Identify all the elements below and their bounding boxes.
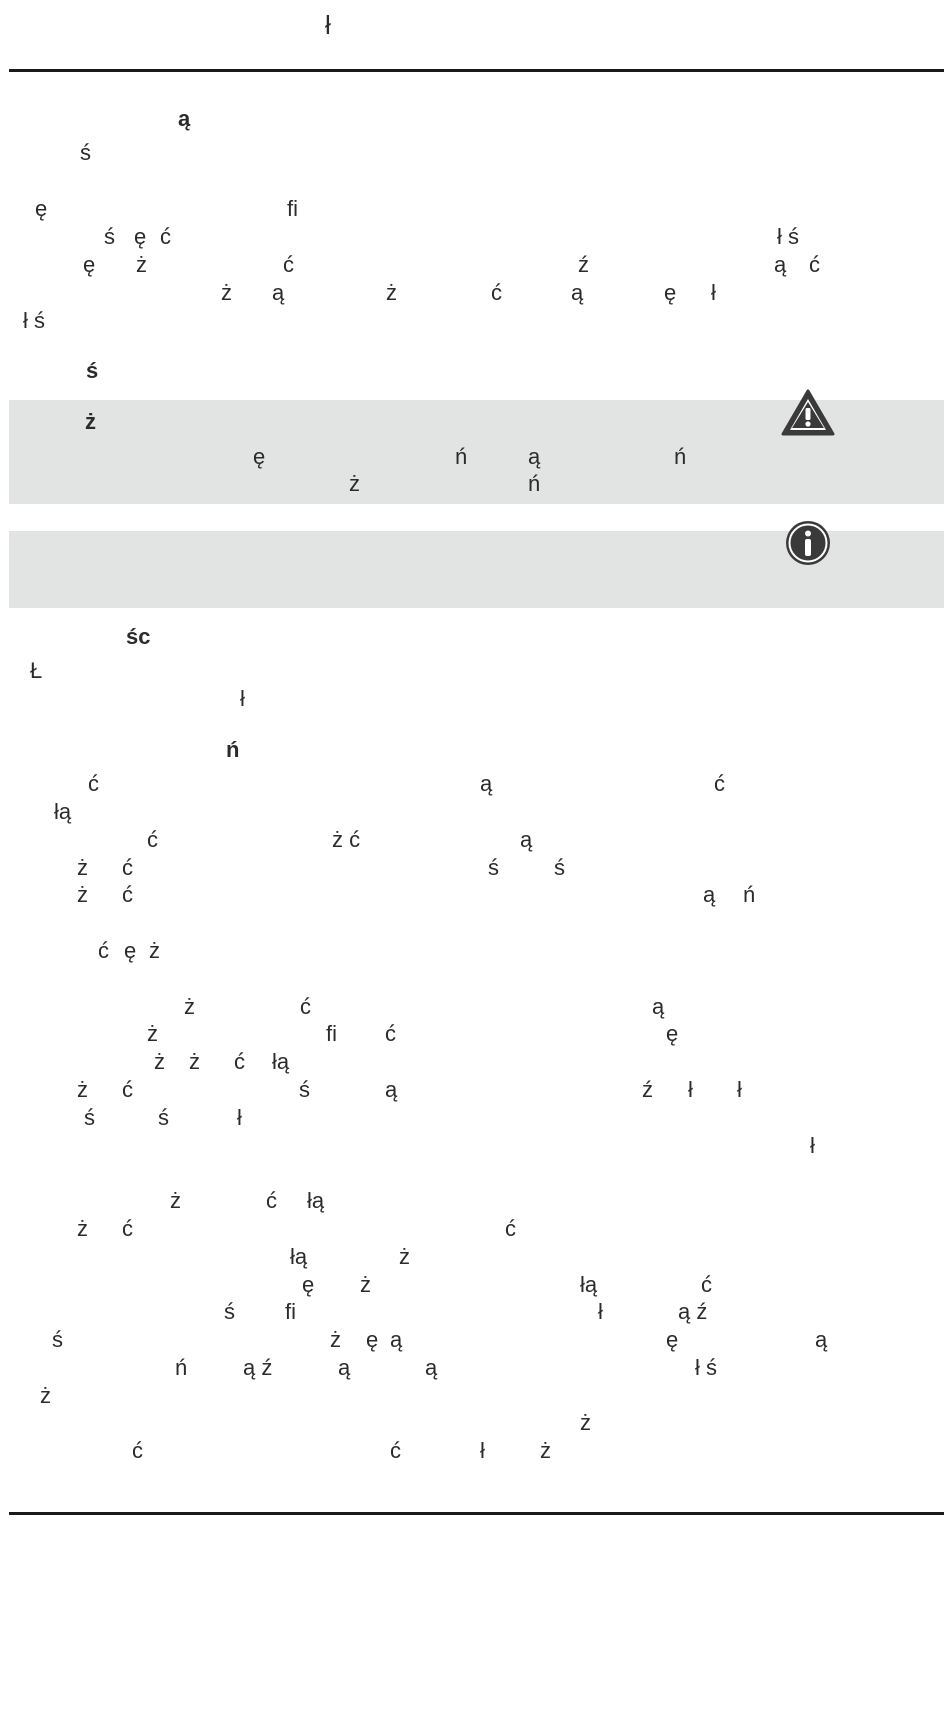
text-glyph: ć [122,882,133,907]
text-glyph: ż [149,938,160,963]
text-glyph: ą ź [678,1299,708,1324]
text-glyph: ż [330,1327,341,1352]
text-glyph: ć [234,1049,245,1074]
text-glyph: ą [272,280,285,305]
text-glyph: ż [360,1272,371,1297]
text-glyph: ﬁ [326,1021,337,1046]
text-glyph: ś [52,1327,63,1352]
text-glyph: ż [189,1049,200,1074]
text-glyph: ą [520,827,533,852]
text-glyph: ą [338,1355,351,1380]
text-glyph: ć [300,994,311,1019]
text-glyph: łą [580,1272,598,1297]
text-glyph: ę [664,280,677,305]
text-glyph: ł [480,1438,485,1463]
text-glyph: ł [737,1077,742,1102]
text-glyph: ł [810,1133,815,1158]
text-glyph: ś [104,224,115,249]
text-glyph: ą [480,771,493,796]
text-glyph: ń [528,471,541,496]
text-glyph: ż [77,882,88,907]
text-glyph: łą [290,1244,308,1269]
text-glyph: ę [302,1272,315,1297]
text-glyph: ę [366,1327,379,1352]
text-glyph: ż [136,252,147,277]
text-glyph: ć [122,1216,133,1241]
text-glyph: ć [283,252,294,277]
text-glyph: ż [540,1438,551,1463]
text-glyph: ł [240,686,245,711]
text-glyph: ą [703,882,716,907]
text-glyph: ś [488,855,499,880]
text-glyph: ź [578,252,589,277]
text-glyph: ć [147,827,158,852]
section-heading: śc [126,624,151,649]
text-glyph: ć [266,1188,277,1213]
text-glyph: ć [701,1272,712,1297]
text-glyph: ć [122,1077,133,1102]
text-glyph: ﬁ [285,1299,296,1324]
text-glyph: ć [88,771,99,796]
section-heading: ą [178,106,191,131]
text-glyph: ł ś [695,1355,717,1380]
text-glyph: ś [299,1077,310,1102]
warning-triangle-icon [780,388,836,438]
text-glyph: ł [711,280,716,305]
text-glyph: łą [54,799,72,824]
text-glyph: ć [122,855,133,880]
text-glyph: ć [809,252,820,277]
text-glyph: ą [528,444,541,469]
text-glyph: ń [674,444,687,469]
section-heading: ś [86,358,99,383]
header-glyph: ł [325,10,331,40]
text-glyph: ą [390,1327,403,1352]
text-glyph: ą ź [243,1355,273,1380]
text-glyph: ż [399,1244,410,1269]
section-heading: ń [226,737,240,762]
text-glyph: ś [80,140,91,165]
warning-title: ż [85,409,96,434]
text-glyph: ź [642,1077,653,1102]
text-glyph: łą [307,1188,325,1213]
text-glyph: ż [386,280,397,305]
text-glyph: ż [40,1383,51,1408]
text-glyph: ć [160,224,171,249]
text-glyph: ż [184,994,195,1019]
text-glyph: ż [221,280,232,305]
text-glyph: ć [132,1438,143,1463]
text-glyph: ę [253,444,266,469]
text-glyph: ł [598,1299,603,1324]
text-glyph: ﬁ [287,196,298,221]
text-glyph: ż [77,1077,88,1102]
text-glyph: ś [224,1299,235,1324]
text-glyph: ż [349,471,360,496]
text-glyph: ą [385,1077,398,1102]
text-glyph: ą [652,994,665,1019]
text-glyph: ć [491,280,502,305]
text-glyph: ę [134,224,147,249]
info-box [9,531,944,608]
text-glyph: ą [425,1355,438,1380]
text-glyph: ć [385,1021,396,1046]
text-glyph: ż ć [332,827,361,852]
text-glyph: ś [84,1105,95,1130]
text-glyph: ł ś [23,308,45,333]
warning-box [9,400,944,504]
text-glyph: ę [35,196,48,221]
text-glyph: ć [98,938,109,963]
text-glyph: ż [77,855,88,880]
text-glyph: Ł [30,658,43,683]
text-glyph: ż [580,1410,591,1435]
text-glyph: ń [175,1355,188,1380]
text-glyph: ż [170,1188,181,1213]
text-glyph: ł [688,1077,693,1102]
text-glyph: ć [390,1438,401,1463]
text-glyph: ś [554,855,565,880]
text-glyph: ć [714,771,725,796]
text-glyph: ę [666,1021,679,1046]
text-glyph: ł ś [777,224,799,249]
text-glyph: ę [83,252,96,277]
text-glyph: ą [815,1327,828,1352]
text-glyph: ę [666,1327,679,1352]
text-glyph: ą [774,252,787,277]
footer-rule [9,1512,944,1515]
text-glyph: ć [505,1216,516,1241]
text-glyph: ń [455,444,468,469]
text-glyph: ł [237,1105,242,1130]
text-glyph: ż [154,1049,165,1074]
text-glyph: łą [272,1049,290,1074]
text-glyph: ń [743,882,756,907]
text-glyph: ą [571,280,584,305]
text-glyph: ż [77,1216,88,1241]
header-rule [9,69,944,72]
text-glyph: ę [124,938,137,963]
info-circle-icon [784,519,832,567]
text-glyph: ś [158,1105,169,1130]
text-glyph: ż [147,1021,158,1046]
